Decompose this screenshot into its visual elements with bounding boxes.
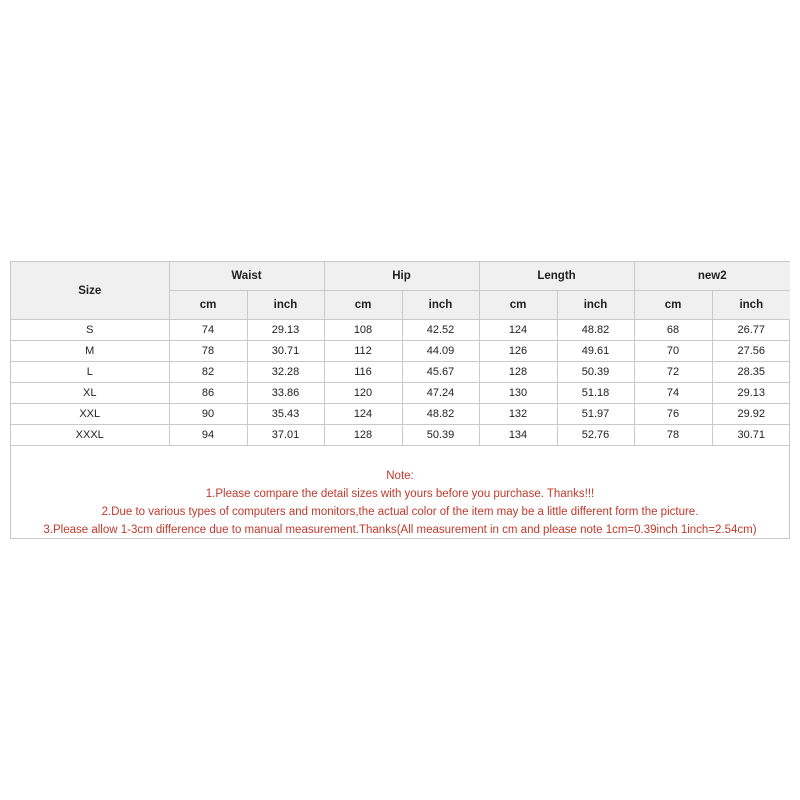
value-cell: 49.61: [557, 341, 634, 362]
value-cell: 48.82: [402, 404, 479, 425]
value-cell: 128: [324, 425, 402, 446]
value-cell: 130: [479, 383, 557, 404]
table-row: [11, 425, 790, 446]
size-table: [11, 262, 790, 446]
value-cell: 76: [634, 404, 712, 425]
value-cell: 124: [479, 320, 557, 341]
size-cell: M: [11, 341, 169, 362]
value-cell: 50.39: [402, 425, 479, 446]
value-cell: 32.28: [247, 362, 324, 383]
value-cell: 42.52: [402, 320, 479, 341]
value-cell: 120: [324, 383, 402, 404]
value-cell: 26.77: [712, 320, 790, 341]
size-cell: XXL: [11, 404, 169, 425]
size-chart: [10, 261, 790, 539]
size-cell: L: [11, 362, 169, 383]
value-cell: 27.56: [712, 341, 790, 362]
value-cell: 70: [634, 341, 712, 362]
value-cell: 128: [479, 362, 557, 383]
unit-header: cm: [169, 291, 247, 320]
size-cell: XXXL: [11, 425, 169, 446]
size-cell: S: [11, 320, 169, 341]
value-cell: 74: [634, 383, 712, 404]
note-line-2: 2.Due to various types of computers and monitors,the actual color of the item may be a little different form the picture.: [101, 506, 699, 518]
size-table-body: [11, 320, 790, 446]
value-cell: 126: [479, 341, 557, 362]
unit-header: cm: [324, 291, 402, 320]
value-cell: 44.09: [402, 341, 479, 362]
header-group-row: [11, 262, 790, 291]
size-cell: XL: [11, 383, 169, 404]
value-cell: 37.01: [247, 425, 324, 446]
value-cell: 30.71: [247, 341, 324, 362]
value-cell: 134: [479, 425, 557, 446]
value-cell: 45.67: [402, 362, 479, 383]
value-cell: 72: [634, 362, 712, 383]
unit-header: inch: [402, 291, 479, 320]
value-cell: 47.24: [402, 383, 479, 404]
value-cell: 82: [169, 362, 247, 383]
unit-header: cm: [479, 291, 557, 320]
unit-header: inch: [712, 291, 790, 320]
table-row: [11, 383, 790, 404]
value-cell: 94: [169, 425, 247, 446]
value-cell: 29.92: [712, 404, 790, 425]
value-cell: 78: [634, 425, 712, 446]
value-cell: 90: [169, 404, 247, 425]
table-row: [11, 320, 790, 341]
value-cell: 48.82: [557, 320, 634, 341]
table-row: [11, 404, 790, 425]
notes-title: Note:: [386, 470, 414, 482]
group-header-new2: new2: [634, 262, 790, 291]
table-row: [11, 341, 790, 362]
value-cell: 30.71: [712, 425, 790, 446]
group-header-waist: Waist: [169, 262, 324, 291]
value-cell: 116: [324, 362, 402, 383]
value-cell: 51.18: [557, 383, 634, 404]
value-cell: 86: [169, 383, 247, 404]
value-cell: 68: [634, 320, 712, 341]
value-cell: 78: [169, 341, 247, 362]
note-line-1: 1.Please compare the detail sizes with yours before you purchase. Thanks!!!: [205, 488, 595, 500]
unit-header: inch: [247, 291, 324, 320]
note-line-3: 3.Please allow 1-3cm difference due to manual measurement.Thanks(All measurement in cm and please note 1cm=0.39inch 1inch=2.54cm): [43, 524, 757, 536]
value-cell: 132: [479, 404, 557, 425]
value-cell: 35.43: [247, 404, 324, 425]
table-row: [11, 362, 790, 383]
value-cell: 108: [324, 320, 402, 341]
unit-header: cm: [634, 291, 712, 320]
value-cell: 74: [169, 320, 247, 341]
group-header-hip: Hip: [324, 262, 479, 291]
group-header-length: Length: [479, 262, 634, 291]
value-cell: 112: [324, 341, 402, 362]
value-cell: 29.13: [247, 320, 324, 341]
value-cell: 50.39: [557, 362, 634, 383]
value-cell: 33.86: [247, 383, 324, 404]
value-cell: 124: [324, 404, 402, 425]
unit-header: inch: [557, 291, 634, 320]
value-cell: 51.97: [557, 404, 634, 425]
value-cell: 52.76: [557, 425, 634, 446]
size-header: Size: [11, 262, 169, 320]
value-cell: 28.35: [712, 362, 790, 383]
value-cell: 29.13: [712, 383, 790, 404]
notes-block: [11, 467, 789, 539]
